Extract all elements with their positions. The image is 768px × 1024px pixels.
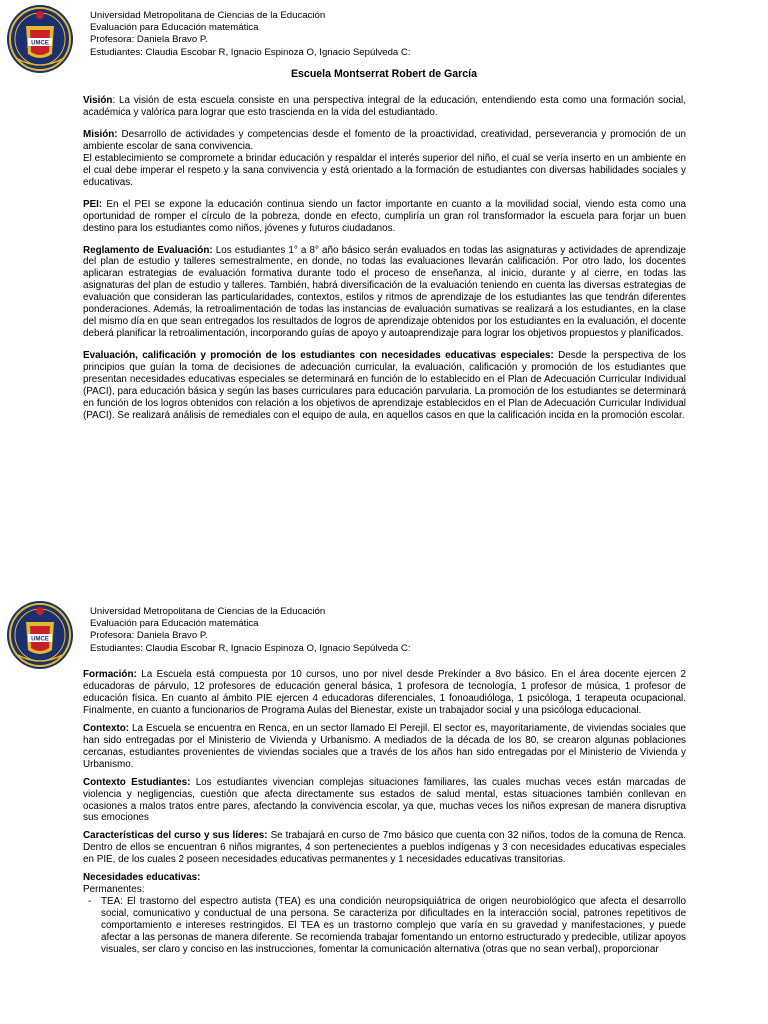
header-teacher: Profesora: Daniela Bravo P. [90,630,208,642]
pei-paragraph [83,199,686,235]
formacion-text: La Escuela está compuesta por 10 cursos, uno por nivel desde Prekínder a 8vo básico. En el área docente ejercen 2 educadoras de párvulo, 12 profesores de educación general básica, 1 profesora de tecnología, 1 profesor de música, 1 profesor de educación física. En cuanto al ámbito PIE ejercen 4 educadoras diferenciales, 1 fonoaudióloga, 1 psicóloga, 1 terapeuta ocupacional. Finalmente, en cuanto a funcionarios de Programa Aulas del Bienestar, existe un trabajador social y una psicóloga educacional. [83,669,686,716]
header-students: Estudiantes: Claudia Escobar R, Ignacio Espinoza O, Ignacio Sepúlveda C: [90,46,411,58]
permanentes-label: Permanentes: [83,884,145,896]
vision-label: Visión [83,95,113,106]
document-header [90,10,411,59]
pei-label: PEI: [83,198,103,210]
mision-paragraph-2: El establecimiento se compromete a brindar educación y respaldar el interés superior del niño, el cual se vería inserto en un ambiente en el cual debe imperar el respeto y la sana convivencia y está orientado a la formación de estudiantes con diversas habilidades sociales y educativas. [83,152,686,188]
contexto-paragraph [83,723,686,771]
nee-label: Evaluación, calificación y promoción de los estudiantes con necesidades educativas especiales: [83,350,554,362]
caracteristicas-paragraph [83,830,686,866]
document-page-2 [0,596,768,1024]
header-university: Universidad Metropolitana de Ciencias de la Educación [90,10,326,21]
page1-body [83,95,686,432]
caracteristicas-label: Características del curso y sus líderes: [83,830,268,842]
svg-text:UMCE: UMCE [31,40,49,47]
nee-text: Desde la perspectiva de los principios que guían la toma de decisiones de adecuación curricular, la evaluación, calificación y promoción de los estudiantes que presentan necesidades educativas especiales se determinará en función de lo establecido en el Plan de Adecuación Curricular Individual (PACI), para educación básica y según las bases curriculares para educación parvularia. La promoción de los estudiantes se determinará en función de los logros obtenidos con relación a los objetivos de aprendizaje establecidos en el Plan de Adecuación Curricular Individual (PACI). Se realizará análisis de remediales con el equipo de aula, en aquellos casos en que la calificación incida en la promoción escolar. [83,350,686,421]
mision-paragraph [83,129,686,153]
formacion-label: Formación: [83,669,137,680]
mision-label: Misión: [83,128,118,140]
pei-text: En el PEI se expone la educación continua siendo un factor importante en cuanto a la movilidad social, viendo esta como una oportunidad de romper el círculo de la pobreza, donde en efecto, cumpliría un gran rol transformador la escuela para forjar un buen destino para los estudiantes como niños, jóvenes y futuros ciudadanos. [83,198,686,234]
header-university: Universidad Metropolitana de Ciencias de la Educación [90,606,326,617]
caracteristicas-text: Se trabajará en curso de 7mo básico que cuenta con 32 niños, todos de la comuna de Renca. Dentro de ellos se encuentran 6 niños migrantes, 4 son pertenecientes a pueblos indígenas y 3 con necesidades educativas especiales en PIE, de los cuales 2 poseen necesidades educativas permanentes y 1 necesidades educativas transitorias. [83,830,686,866]
formacion-paragraph [83,669,686,717]
school-title: Escuela Montserrat Robert de García [290,68,478,80]
contexto-estudiantes-text: Los estudiantes vivencian complejas situaciones familiares, las cuales muchas veces están marcadas de violencia y negligencias, cuestión que afecta directamente sus estados de salud mental, estas situaciones también conllevan en ocasiones a malos tratos entre pares, afectando la convivencia escolar, ya que, muchas veces los niños expresan de manera disruptiva sus emociones [83,776,686,824]
list-item-tea: - TEA: El trastorno del espectro autista (TEA) es una condición neuropsiquiátrica de origen neurobiológico que afecta el desarrollo social, comunicativo y conductual de una persona. Se caracteriza por dificultades en la interacción social, patrones repetitivos de comportamiento e intereses restringidos. El TEA es un trastorno complejo que varía en su gravedad y manifestaciones, y puede afectar a las personas de manera diferente. Se recomienda trabajar fomentando un entorno estructurado y predecible, utilizar apoyos visuales, ser claro y conciso en las instrucciones, fomentar la comunicación alternativa (otras que no sean verbal), proporcionar [101,896,686,956]
header-course: Evaluación para Educación matemática [90,618,259,630]
contexto-estudiantes-paragraph [83,777,686,825]
necesidades-label: Necesidades educativas: [83,872,201,884]
contexto-text: La Escuela se encuentra en Renca, en un sector llamado El Perejil. El sector es, mayoritariamente, de viviendas sociales que han sido entregadas por el Ministerio de Vivienda y Urbanismo. A mediados de la década de los 80, se crearon algunas poblaciones cercanas, estudiantes provenientes de viviendas sociales que a través de los años han sido entregadas por el Ministerio de Vivienda y Urbanismo. [83,722,686,770]
header-students: Estudiantes: Claudia Escobar R, Ignacio Espinoza O, Ignacio Sepúlveda C: [90,642,411,654]
document-header [90,606,411,655]
header-teacher: Profesora: Daniela Bravo P. [90,34,208,46]
umce-logo [6,600,74,670]
mision-text: Desarrollo de actividades y competencias desde el fomento de la proactividad, creatividad, perseverancia y promoción de un ambiente escolar de sana convivencia. [83,128,686,152]
contexto-label: Contexto: [83,722,130,734]
vision-text: : La visión de esta escuela consiste en una perspectiva integral de la educación, entendiendo esta como una formación social, académica y valórica para lograr que esto trascienda en la vida del estudiantado. [83,95,686,118]
page2-body [83,669,686,956]
reglamento-label: Reglamento de Evaluación: [83,244,213,256]
reglamento-text: Los estudiantes 1° a 8° año básico serán evaluados en todas las asignaturas y actividades de aprendizaje del plan de estudio y talleres semestralmente, en donde, no todas las evaluaciones llevarán calificación. Por otro lado, los docentes aplicaran estrategias de evaluación formativa durante todo el proceso de enseñanza, al inicio, durante y al cierre, en todas las asignaturas del plan de estudio y talleres. También, habrá diversificación de la evaluación teniendo en cuenta las diversas estrategias de evaluación que consideran las particularidades, contextos, estilos y ritmos de aprendizaje de los estudiantes las que tendrán diferentes ponderaciones. Además, la retroalimentación de todas las instancias de evaluación sumativas se realizará a los estudiantes, en la clase del mismo día en que sean entregados los resultados de logros de aprendizaje obtenidos por los estudiantes en la evaluación, el docente deberá planificar la retroalimentación, incorporando guías de apoyo y autoaprendizaje para lograr los objetivos propuestos y planificados. [83,244,686,340]
header-course: Evaluación para Educación matemática [90,22,259,34]
contexto-estudiantes-label: Contexto Estudiantes: [83,776,191,788]
umce-logo [6,4,74,74]
svg-text:UMCE: UMCE [31,636,49,643]
nee-paragraph [83,350,686,422]
reglamento-paragraph [83,245,686,341]
necesidades-heading [83,872,686,884]
permanentes-list [83,896,686,956]
vision-paragraph [83,95,686,119]
